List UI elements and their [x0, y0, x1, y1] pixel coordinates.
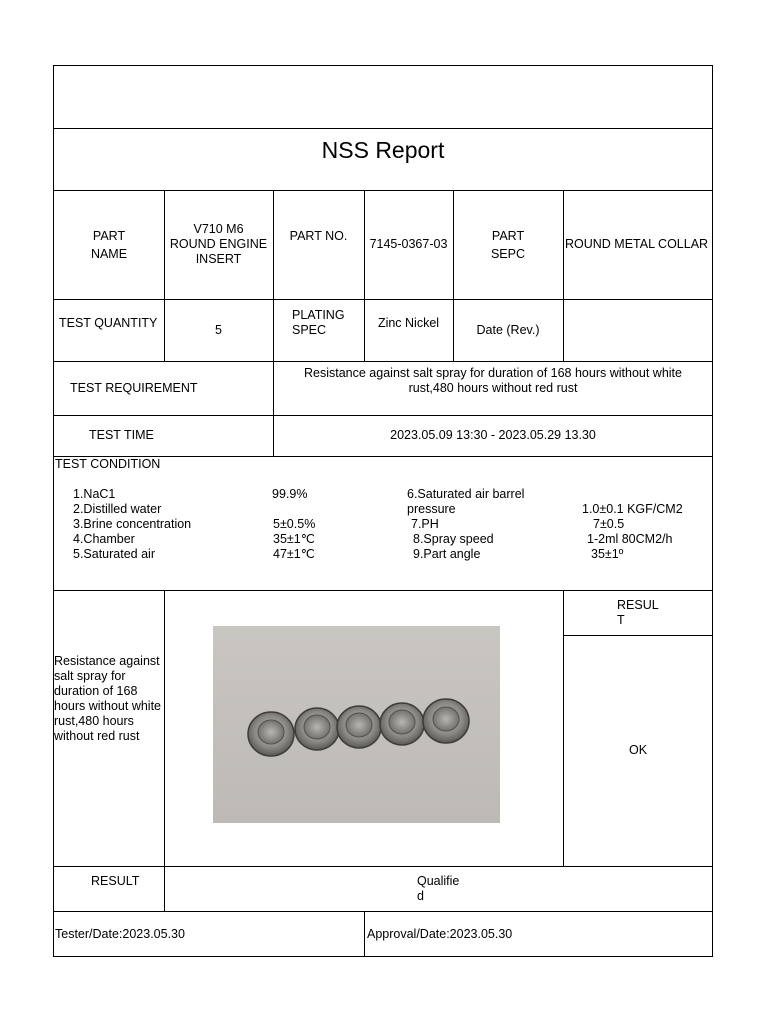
row-divider	[53, 190, 713, 191]
condition-name: 3.Brine concentration	[73, 517, 192, 531]
row-divider	[53, 911, 713, 912]
row-divider	[53, 299, 713, 300]
collar-5	[423, 699, 469, 743]
plating-spec-value: Zinc Nickel	[377, 316, 440, 330]
date-rev-label: Date (Rev.)	[476, 323, 540, 337]
report-title: NSS Report	[321, 137, 445, 163]
test-quantity-value: 5	[215, 323, 222, 337]
condition-name: 8.Spray speed	[413, 532, 494, 546]
part-no-value: 7145-0367-03	[369, 237, 448, 251]
part-spec-label: PART SEPC	[490, 229, 526, 261]
condition-value: 7±0.5	[593, 517, 625, 531]
result-header-divider	[563, 635, 713, 636]
row-divider	[53, 415, 713, 416]
col-divider	[364, 911, 365, 957]
part-name-value: V710 M6 ROUND ENGINE INSERT	[169, 222, 268, 266]
row-divider	[53, 361, 713, 362]
test-time-label: TEST TIME	[89, 428, 154, 442]
condition-name: 4.Chamber	[73, 532, 135, 546]
test-time-value: 2023.05.09 13:30 - 2023.05.29 13.30	[390, 428, 596, 442]
result-value: Qualifie d	[417, 874, 460, 903]
collar-1	[248, 712, 294, 756]
collar-2	[295, 708, 339, 750]
condition-name: 6.Saturated air barrel	[407, 487, 525, 501]
condition-name: 1.NaC1	[73, 487, 116, 501]
condition-value: 5±0.5%	[273, 517, 316, 531]
condition-value: 35±1º	[591, 547, 624, 561]
part-no-label: PART NO.	[289, 229, 348, 243]
col-divider	[563, 590, 564, 866]
condition-value: 99.9%	[272, 487, 308, 501]
plating-spec-label: PLATING SPEC	[292, 308, 345, 337]
test-quantity-label: TEST QUANTITY	[59, 316, 158, 330]
result-header: RESUL T	[617, 598, 659, 627]
condition-value: 35±1℃	[273, 532, 315, 546]
collar-4	[380, 703, 424, 745]
metal-collars-image	[213, 626, 500, 823]
test-requirement-label: TEST REQUIREMENT	[70, 381, 198, 395]
sample-photo	[213, 626, 500, 823]
col-divider	[164, 590, 165, 911]
result-label: RESULT	[91, 874, 140, 888]
condition-value: 1.0±0.1 KGF/CM2	[582, 502, 683, 516]
condition-value: 47±1℃	[273, 547, 315, 561]
condition-name: 5.Saturated air	[73, 547, 155, 561]
collar-3	[337, 706, 381, 748]
col-divider	[364, 190, 365, 361]
condition-value: 1-2ml 80CM2/h	[587, 532, 673, 546]
row-divider	[53, 866, 713, 867]
condition-name: 2.Distilled water	[73, 502, 162, 516]
col-divider	[563, 190, 564, 361]
condition-name: 9.Part angle	[413, 547, 481, 561]
part-name-label: PART NAME	[90, 229, 128, 261]
sample-requirement-text: Resistance against salt spray for duration of 168 hours without white rust,480 hours without red rust	[54, 654, 162, 743]
approval-date: Approval/Date:2023.05.30	[367, 927, 513, 941]
row-divider	[53, 590, 713, 591]
tester-date: Tester/Date:2023.05.30	[55, 927, 185, 941]
test-requirement-value: Resistance against salt spray for duration of 168 hours without white rust,480 hours without red rust	[304, 366, 682, 395]
test-condition-label: TEST CONDITION	[55, 457, 161, 471]
condition-name: 7.PH	[411, 517, 439, 531]
condition-name: pressure	[407, 502, 456, 516]
row-divider	[53, 128, 713, 129]
part-spec-value: ROUND METAL COLLAR	[565, 237, 709, 251]
result-ok: OK	[628, 743, 648, 757]
